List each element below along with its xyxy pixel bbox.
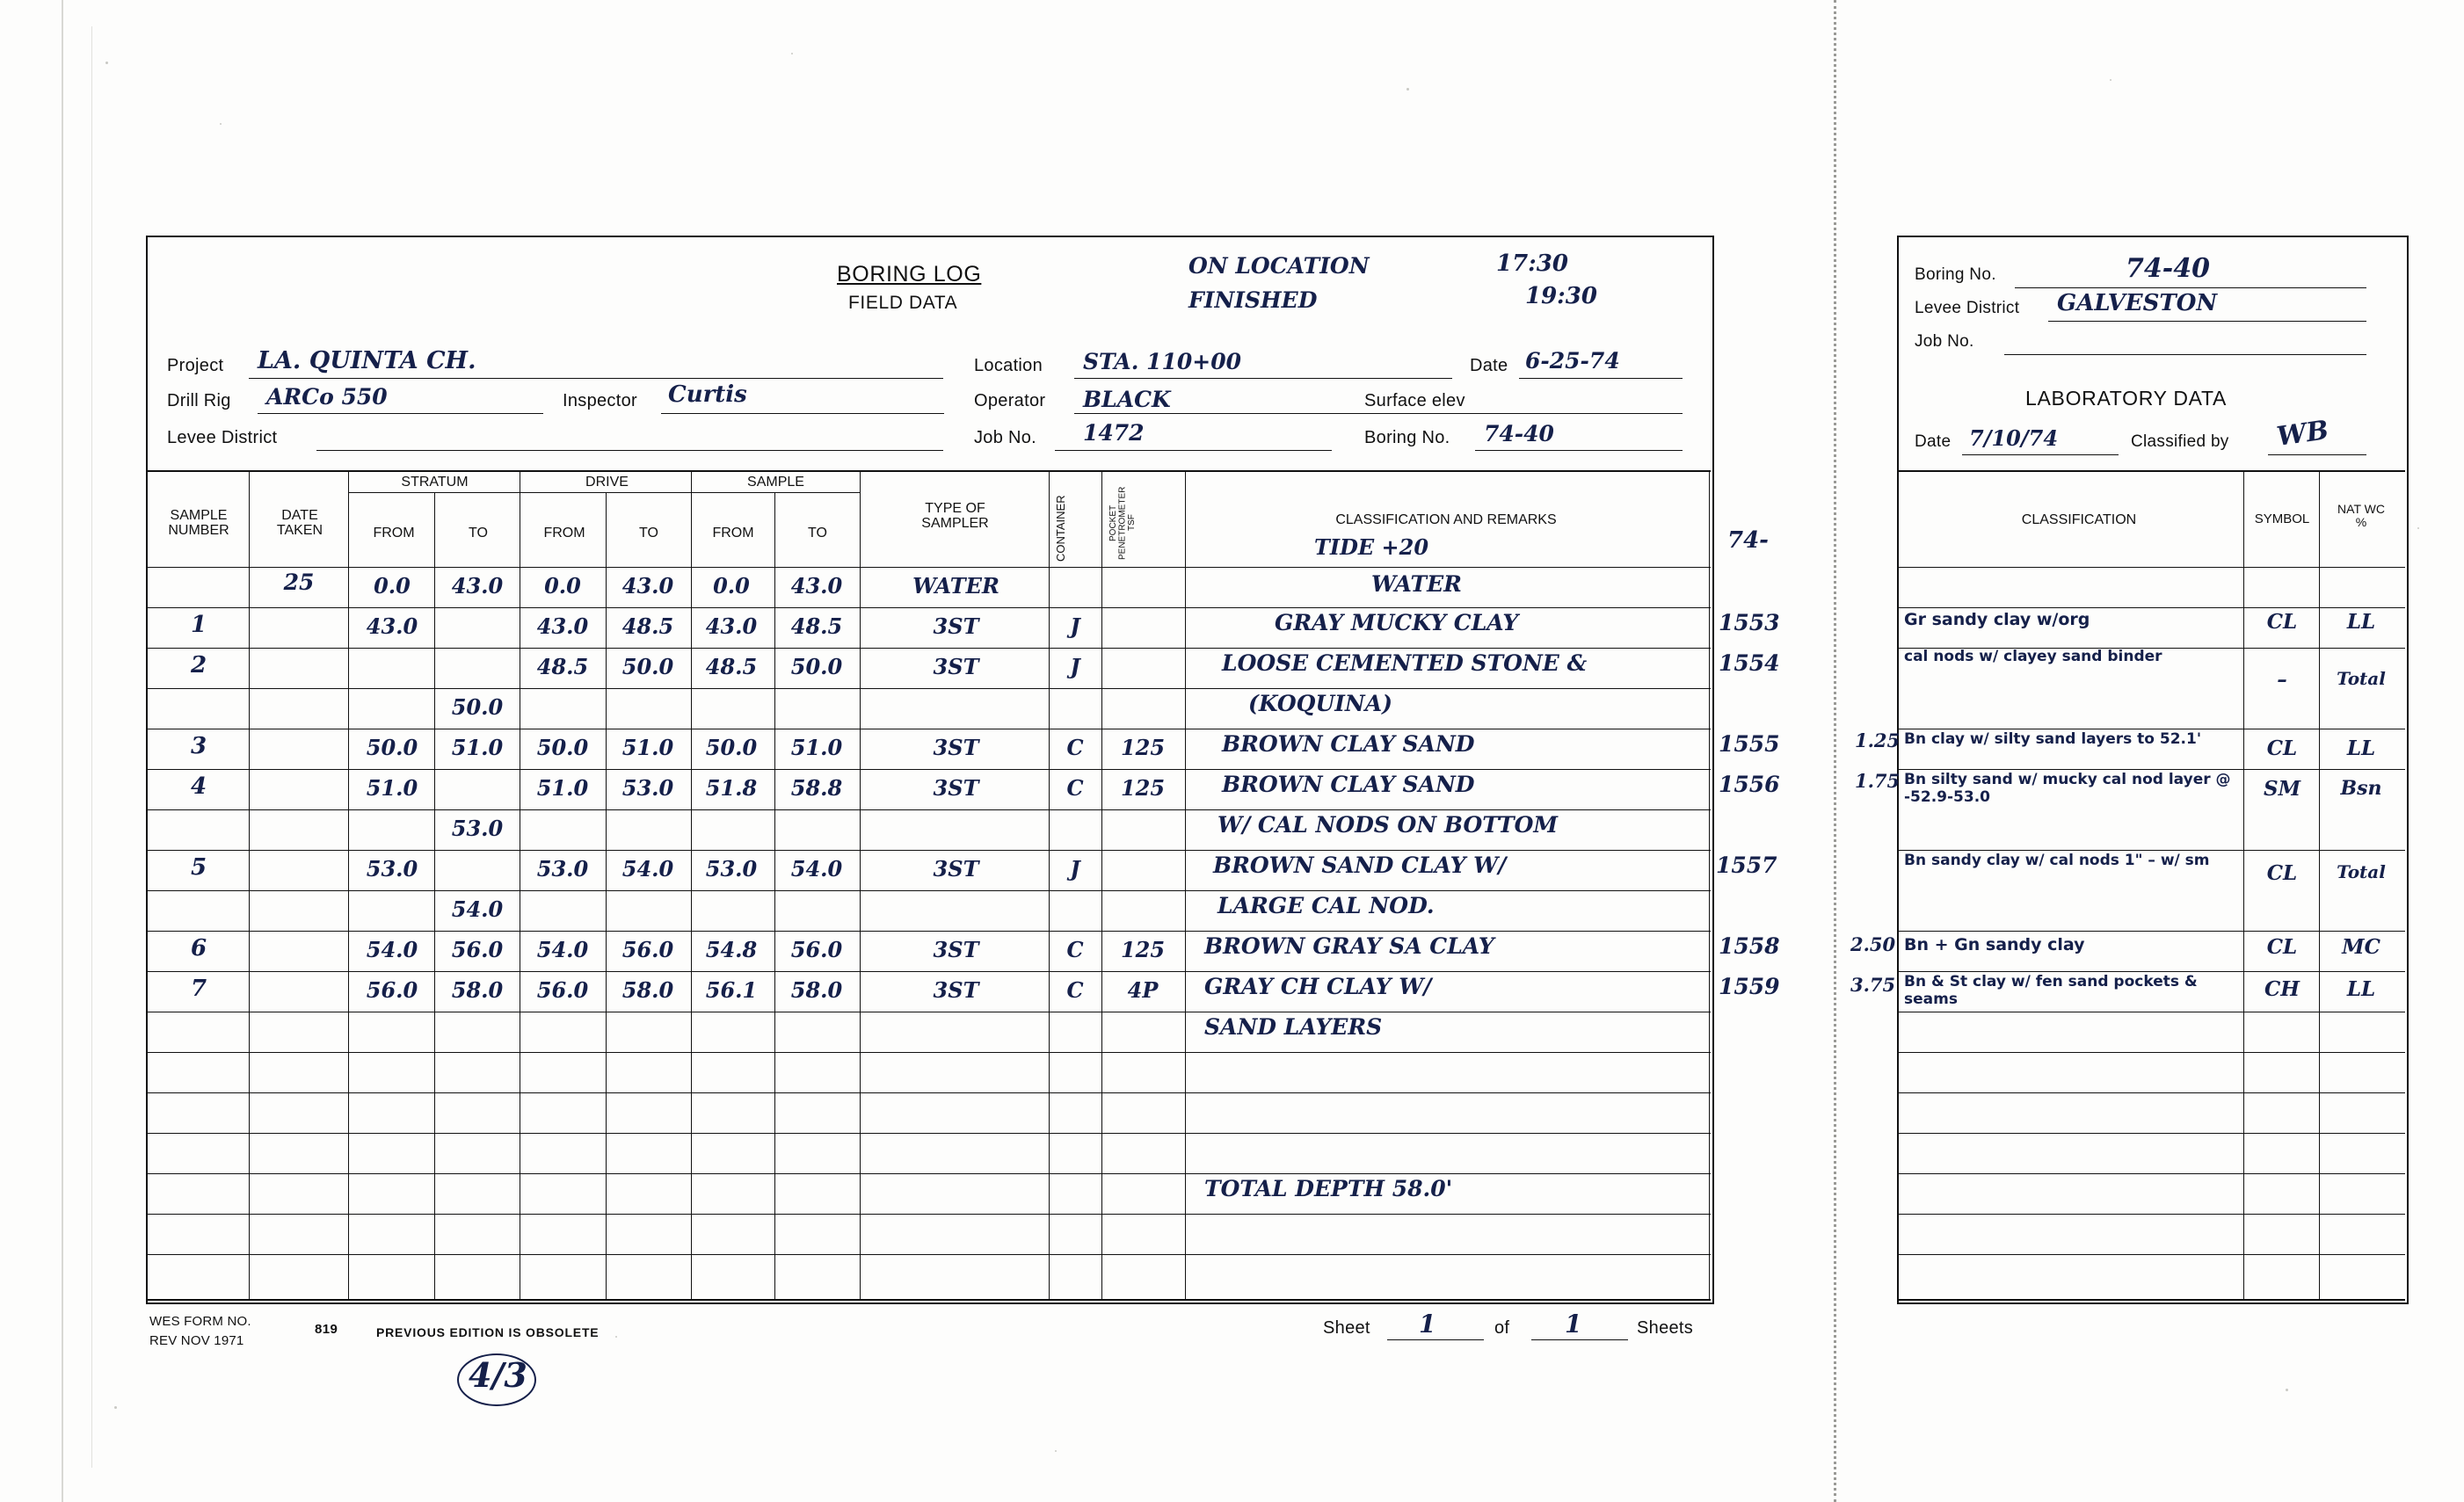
cell-remarks: SAND LAYERS — [1204, 1014, 1383, 1040]
lab-row-rule — [1897, 769, 2405, 770]
cell-sample-from: 51.8 — [705, 775, 758, 801]
lab-boring-no-value: 74-40 — [2126, 253, 2210, 284]
lab-header-classification: CLASSIFICATION — [2021, 512, 2137, 527]
cell-date-taken: 25 — [283, 570, 315, 595]
cell-stratum-from: 51.0 — [366, 775, 418, 801]
sheets-value: 1 — [1565, 1310, 1582, 1339]
scan-speck — [791, 53, 793, 54]
lab-levee-district-value: GALVESTON — [2057, 290, 2218, 316]
form-subtitle: FIELD DATA — [848, 293, 958, 313]
lab-row-rule — [1897, 931, 2405, 932]
cell-drive-from: 50.0 — [536, 735, 589, 760]
lab-job-no-underline — [2004, 354, 2366, 355]
cell-drive-from: 54.0 — [536, 937, 589, 962]
page-edge-line-secondary — [91, 26, 92, 1468]
operator-value: BLACK — [1083, 387, 1171, 412]
group-header-rule — [348, 492, 860, 493]
row-rule — [146, 1092, 1711, 1093]
header-classification-remarks: CLASSIFICATION AND REMARKS — [1335, 512, 1557, 527]
header-drive: DRIVE — [585, 475, 629, 490]
lab-cell-classification: Bn clay w/ silty sand layers to 52.1' — [1904, 730, 2202, 748]
date-underline — [1519, 378, 1683, 379]
lab-cell-classification: Bn & St clay w/ fen sand pockets & seams — [1904, 973, 2198, 1008]
table-top-rule — [146, 470, 1711, 472]
cell-drive-to: 48.5 — [621, 613, 674, 639]
lab-table-header-bottom-rule — [1897, 567, 2405, 568]
lab-header-nat-wc: NAT WC % — [2337, 502, 2385, 530]
row-rule — [146, 688, 1711, 689]
cell-stratum-to: 58.0 — [451, 977, 504, 1003]
location-value: STA. 110+00 — [1083, 349, 1242, 374]
cell-stratum-from: 50.0 — [366, 735, 418, 760]
cell-tag: 1559 — [1719, 974, 1780, 999]
cell-stratum-to: 50.0 — [451, 694, 504, 720]
lab-date-label: Date — [1915, 432, 1952, 451]
cell-stratum-from: 0.0 — [374, 573, 411, 599]
lab-cell-symbol: CL — [2266, 935, 2298, 959]
cell-sample-to: 43.0 — [790, 573, 843, 599]
lab-levee-district-label: Levee District — [1915, 299, 2020, 317]
drill-rig-value: ARCo 550 — [266, 384, 388, 410]
cell-tag: 1555 — [1719, 731, 1780, 757]
header-sample-to: TO — [808, 526, 827, 541]
lab-cell-classification: Bn + Gn sandy clay — [1904, 935, 2085, 954]
lab-cell-pp: 1.25 — [1855, 729, 1901, 751]
inspector-value: Curtis — [668, 381, 747, 408]
header-pocket-penetrometer: POCKET PENETROMETER TSF — [1108, 486, 1137, 560]
cell-remarks: GRAY MUCKY CLAY — [1275, 610, 1519, 635]
cell-stratum-from: 43.0 — [366, 613, 418, 639]
scan-speck — [1406, 88, 1409, 91]
job-no-underline — [1055, 450, 1332, 451]
cell-sample-number: 1 — [190, 612, 207, 638]
cell-sample-to: 58.0 — [790, 977, 843, 1003]
scan-speck — [615, 1336, 617, 1338]
cell-drive-to: 54.0 — [621, 856, 674, 882]
row-rule — [146, 890, 1711, 891]
cell-stratum-to: 43.0 — [451, 573, 504, 599]
lab-cell-symbol: – — [2277, 668, 2287, 692]
cell-sample-to: 50.0 — [790, 654, 843, 679]
cell-drive-to: 56.0 — [621, 937, 674, 962]
cell-drive-from: 48.5 — [536, 654, 589, 679]
cell-sample-to: 54.0 — [790, 856, 843, 882]
page-edge-line — [62, 0, 63, 1502]
cell-sample-number: 7 — [190, 976, 207, 1002]
cell-sample-number: 6 — [190, 935, 207, 961]
lab-cell-classification: Gr sandy clay w/org — [1904, 610, 2090, 629]
cell-sample-to: 48.5 — [790, 613, 843, 639]
col-sep-date-taken — [348, 470, 349, 1301]
col-sep-sample-from — [774, 492, 775, 1301]
lab-boring-no-underline — [2015, 287, 2366, 288]
cell-sample-from: 54.8 — [705, 937, 758, 962]
cell-container: J — [1070, 613, 1080, 639]
lab-cell-nat-wc: Bsn — [2340, 777, 2382, 800]
page-fold-dotted-line — [1834, 0, 1836, 1502]
scan-speck — [1055, 1450, 1057, 1452]
lab-title: LABORATORY DATA — [2025, 387, 2228, 410]
cell-container: C — [1066, 937, 1084, 962]
cell-drive-to: 50.0 — [621, 654, 674, 679]
lab-cell-nat-wc: Total — [2337, 668, 2386, 689]
lab-date-underline — [1962, 454, 2119, 455]
operator-underline — [1074, 413, 1683, 414]
lab-header-symbol: SYMBOL — [2254, 512, 2310, 526]
col-sep-type-of-sampler — [1049, 470, 1050, 1301]
cell-tag: 1557 — [1716, 853, 1777, 878]
row-rule — [146, 809, 1711, 810]
cell-stratum-from: 56.0 — [366, 977, 418, 1003]
cell-remarks: GRAY CH CLAY W/ — [1204, 974, 1432, 999]
cell-pocket-pen: 125 — [1120, 937, 1166, 962]
form-number: 819 — [315, 1322, 338, 1337]
lab-cell-nat-wc: LL — [2346, 610, 2376, 634]
lab-table-bottom-rule — [1897, 1299, 2405, 1301]
sheet-value: 1 — [1419, 1310, 1436, 1339]
cell-drive-from: 0.0 — [544, 573, 581, 599]
cell-sample-from: 48.5 — [705, 654, 758, 679]
row-rule — [146, 648, 1711, 649]
cell-drive-from: 51.0 — [536, 775, 589, 801]
lab-cell-pp: 2.50 — [1850, 933, 1896, 955]
lab-boring-no-label: Boring No. — [1915, 265, 1996, 284]
lab-cell-classification: Bn sandy clay w/ cal nods 1" – w/ sm — [1904, 852, 2210, 869]
lab-classified-by-value: WB — [2274, 415, 2331, 453]
finished-time: 19:30 — [1525, 283, 1597, 309]
row-rule — [146, 567, 1711, 568]
row-rule — [146, 931, 1711, 932]
lab-row-rule — [1897, 1133, 2405, 1134]
lab-cell-classification: Bn silty sand w/ mucky cal nod layer @ -52.9-53.0 — [1904, 771, 2231, 806]
location-label: Location — [974, 356, 1043, 375]
lab-levee-district-underline — [2048, 321, 2366, 322]
cell-drive-from: 43.0 — [536, 613, 589, 639]
location-underline — [1074, 378, 1452, 379]
header-type-of-sampler: TYPE OF SAMPLER — [921, 501, 989, 532]
cell-remarks: LOOSE CEMENTED STONE & — [1222, 650, 1588, 676]
header-drive-to: TO — [639, 526, 658, 541]
lab-row-rule — [1897, 607, 2405, 608]
lab-row-rule — [1897, 1254, 2405, 1255]
cell-type-of-sampler: 3ST — [933, 775, 979, 801]
cell-sample-number: 3 — [190, 733, 207, 759]
lab-cell-nat-wc: LL — [2346, 736, 2376, 760]
cell-drive-to: 51.0 — [621, 735, 674, 760]
sheets-underline — [1531, 1339, 1628, 1340]
cell-tag: 1558 — [1719, 933, 1780, 959]
lab-classified-by-label: Classified by — [2131, 432, 2229, 451]
header-stratum: STRATUM — [401, 475, 469, 490]
levee-district-label: Levee District — [167, 428, 278, 447]
header-drive-from: FROM — [543, 526, 585, 541]
cell-type-of-sampler: 3ST — [933, 735, 979, 760]
form-no-line2: REV NOV 1971 — [149, 1333, 244, 1348]
col-sep-drive-from — [606, 492, 607, 1301]
of-label: of — [1494, 1318, 1510, 1338]
levee-district-underline — [316, 450, 943, 451]
cell-sample-from: 43.0 — [705, 613, 758, 639]
cell-stratum-from: 54.0 — [366, 937, 418, 962]
lab-row-rule — [1897, 1173, 2405, 1174]
cell-drive-from: 53.0 — [536, 856, 589, 882]
lab-row-rule — [1897, 1214, 2405, 1215]
lab-cell-pp: 3.75 — [1850, 974, 1896, 996]
lab-cell-nat-wc: LL — [2346, 977, 2376, 1001]
scan-speck — [105, 62, 108, 64]
cell-sample-from: 0.0 — [713, 573, 750, 599]
cell-stratum-to: 51.0 — [451, 735, 504, 760]
scan-speck — [114, 1406, 117, 1409]
scan-speck — [2110, 79, 2111, 81]
lab-cell-symbol: CL — [2266, 861, 2298, 885]
lab-classified-by-underline — [2268, 454, 2366, 455]
inspector-underline — [661, 413, 944, 414]
lab-cell-nat-wc: Total — [2337, 861, 2386, 882]
col-sep-container — [1101, 470, 1102, 1301]
boring-no-label: Boring No. — [1364, 428, 1450, 447]
cell-remarks: BROWN SAND CLAY W/ — [1213, 853, 1507, 878]
lab-row-rule — [1897, 971, 2405, 972]
cell-stratum-to: 56.0 — [451, 937, 504, 962]
cell-remarks: (KOQUINA) — [1248, 691, 1393, 716]
lab-cell-pp: 1.75 — [1855, 770, 1901, 792]
lab-row-rule — [1897, 850, 2405, 851]
cell-sample-number: 4 — [190, 773, 207, 800]
job-no-value: 1472 — [1083, 420, 1145, 446]
cell-pocket-pen: 125 — [1120, 735, 1166, 760]
job-no-label: Job No. — [974, 428, 1037, 447]
cell-pocket-pen: 125 — [1120, 775, 1166, 801]
row-rule — [146, 1214, 1711, 1215]
row-rule — [146, 971, 1711, 972]
lab-cell-nat-wc: MC — [2342, 935, 2380, 959]
header-container: CONTAINER — [1054, 495, 1067, 562]
boring-no-underline — [1475, 450, 1683, 451]
lab-cell-classification: cal nods w/ clayey sand binder — [1904, 648, 2162, 665]
lab-cell-symbol: CL — [2266, 610, 2298, 634]
cell-remarks: LARGE CAL NOD. — [1217, 893, 1435, 918]
cell-tag: 1556 — [1719, 772, 1780, 797]
row-rule — [146, 1133, 1711, 1134]
cell-tag: 1554 — [1719, 650, 1780, 676]
obsolete-note: PREVIOUS EDITION IS OBSOLETE — [376, 1325, 600, 1339]
cell-remarks: BROWN CLAY SAND — [1222, 731, 1475, 757]
row-rule — [146, 1173, 1711, 1174]
header-sample: SAMPLE — [747, 475, 804, 490]
on-location-label: ON LOCATION — [1188, 253, 1370, 279]
cell-container: C — [1066, 977, 1084, 1003]
cell-stratum-to: 54.0 — [451, 896, 504, 922]
cell-remarks: BROWN GRAY SA CLAY — [1204, 933, 1494, 959]
cell-sample-to: 51.0 — [790, 735, 843, 760]
row-rule — [146, 1052, 1711, 1053]
form-no-line1: WES FORM NO. — [149, 1314, 251, 1329]
lab-cell-symbol: CL — [2266, 736, 2298, 760]
scan-speck — [220, 123, 222, 125]
project-value: LA. QUINTA CH. — [258, 347, 476, 374]
header-stratum-to: TO — [469, 526, 488, 541]
table-bottom-rule — [146, 1299, 1711, 1301]
project-label: Project — [167, 356, 224, 375]
row-rule — [146, 850, 1711, 851]
scan-speck — [2286, 1389, 2288, 1391]
lab-date-value: 7/10/74 — [1969, 425, 2059, 451]
cell-sample-from: 50.0 — [705, 735, 758, 760]
cell-container: C — [1066, 735, 1084, 760]
cell-remarks: W/ CAL NODS ON BOTTOM — [1217, 812, 1559, 838]
header-sample-number: SAMPLE NUMBER — [168, 508, 229, 539]
date-value: 6-25-74 — [1525, 348, 1620, 374]
cell-type-of-sampler: WATER — [912, 573, 999, 599]
header-stratum-from: FROM — [373, 526, 415, 541]
lab-table-top-rule — [1897, 470, 2405, 472]
right-margin-prefix: 74- — [1727, 527, 1769, 554]
header-sample-from: FROM — [712, 526, 754, 541]
cell-stratum-from: 53.0 — [366, 856, 418, 882]
drill-rig-underline — [258, 413, 543, 414]
cell-stratum-to: 53.0 — [451, 816, 504, 841]
cell-type-of-sampler: 3ST — [933, 937, 979, 962]
tide-note: TIDE +20 — [1314, 534, 1429, 560]
lab-col-sep-natwc — [2319, 470, 2320, 1301]
page-stamp: 4/3 — [469, 1355, 527, 1395]
lab-row-rule — [1897, 1052, 2405, 1053]
cell-container: C — [1066, 775, 1084, 801]
cell-type-of-sampler: 3ST — [933, 856, 979, 882]
lab-cell-symbol: SM — [2263, 777, 2301, 801]
row-rule — [146, 1254, 1711, 1255]
cell-drive-to: 43.0 — [621, 573, 674, 599]
lab-job-no-label: Job No. — [1915, 332, 1974, 351]
cell-sample-number: 2 — [190, 652, 207, 678]
cell-remarks: BROWN CLAY SAND — [1222, 772, 1475, 797]
cell-type-of-sampler: 3ST — [933, 977, 979, 1003]
col-sep-pocket-pen — [1185, 470, 1186, 1301]
cell-sample-number: 5 — [190, 854, 207, 881]
lab-row-rule — [1897, 1092, 2405, 1093]
sheet-label: Sheet — [1323, 1318, 1370, 1338]
cell-sample-to: 58.8 — [790, 775, 843, 801]
date-label: Date — [1470, 356, 1508, 375]
boring-no-value: 74-40 — [1484, 421, 1554, 446]
finished-label: FINISHED — [1188, 287, 1318, 313]
cell-container: J — [1070, 654, 1080, 679]
header-date-taken: DATE TAKEN — [276, 508, 323, 539]
cell-drive-to: 53.0 — [621, 775, 674, 801]
col-sep-remarks-right — [1709, 470, 1710, 1301]
cell-drive-to: 58.0 — [621, 977, 674, 1003]
cell-drive-from: 56.0 — [536, 977, 589, 1003]
cell-sample-to: 56.0 — [790, 937, 843, 962]
col-sep-stratum-from — [434, 492, 435, 1301]
project-underline — [249, 378, 943, 379]
cell-remarks-total-depth: TOTAL DEPTH 58.0' — [1204, 1176, 1453, 1201]
lab-col-sep-symbol — [2243, 470, 2244, 1301]
cell-type-of-sampler: 3ST — [933, 654, 979, 679]
cell-sample-from: 56.1 — [705, 977, 758, 1003]
row-rule — [146, 769, 1711, 770]
surface-elev-label: Surface elev — [1364, 391, 1465, 410]
col-sep-sample-number — [249, 470, 250, 1301]
form-title: BORING LOG — [837, 262, 982, 287]
on-location-time: 17:30 — [1496, 250, 1568, 277]
row-rule — [146, 607, 1711, 608]
sheet-underline — [1387, 1339, 1484, 1340]
col-sep-sample — [860, 470, 861, 1301]
cell-container: J — [1070, 856, 1080, 882]
lab-cell-symbol: CH — [2264, 977, 2300, 1001]
operator-label: Operator — [974, 391, 1046, 410]
cell-type-of-sampler: 3ST — [933, 613, 979, 639]
scan-speck — [2417, 527, 2419, 529]
sheets-label: Sheets — [1637, 1318, 1694, 1338]
cell-pocket-pen: 4P — [1127, 977, 1159, 1003]
cell-remarks: WATER — [1371, 571, 1462, 597]
inspector-label: Inspector — [563, 391, 637, 410]
cell-sample-from: 53.0 — [705, 856, 758, 882]
cell-tag: 1553 — [1719, 610, 1780, 635]
drill-rig-label: Drill Rig — [167, 391, 231, 410]
